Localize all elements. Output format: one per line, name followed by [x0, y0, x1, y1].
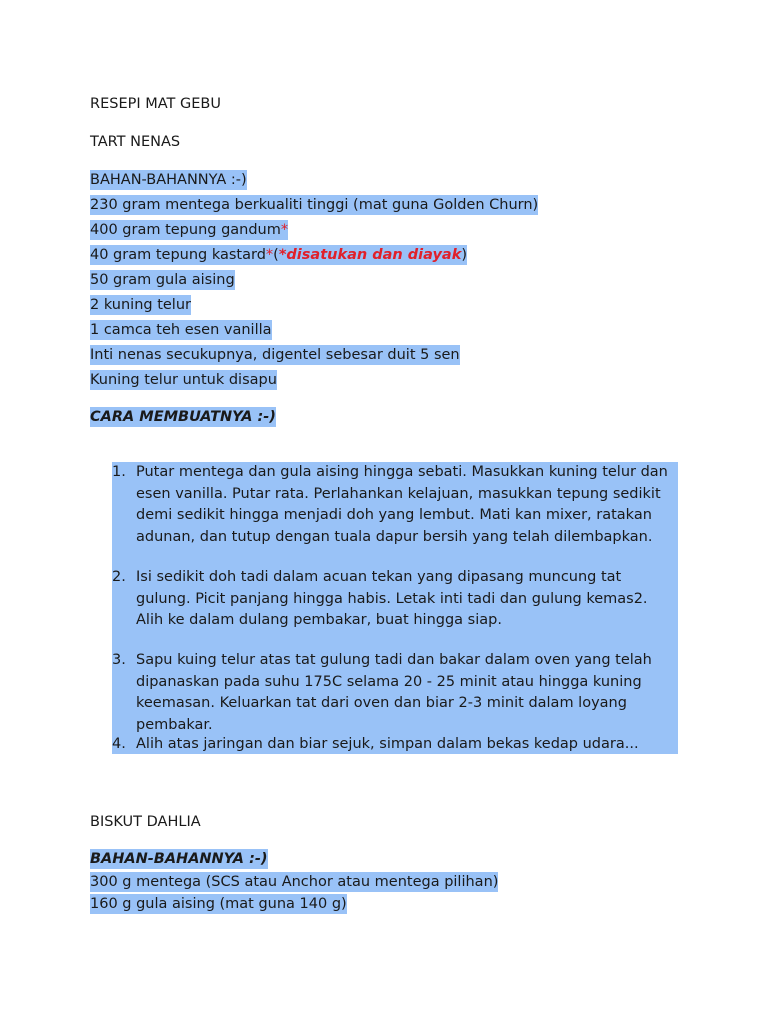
recipe-title-tart-nenas: TART NENAS [90, 134, 181, 150]
step-text: Sapu kuing telur atas tat gulung tadi dan bakar dalam oven yang telah dipanaskan pada suhu 175C selama 20 - 25 minit atau hingga kuning keemasan. Keluarkan tat dari oven dan biar 2-3 minit dalam loyang pembakar. [136, 652, 652, 733]
document-title: RESEPI MAT GEBU [90, 96, 221, 112]
paren-open: ( [273, 247, 279, 263]
asterisk-mark: * [280, 222, 289, 238]
step-number: 4. [112, 736, 126, 752]
ingredients-heading: BAHAN-BAHANNYA :-) [90, 172, 247, 188]
ingredient-line: 50 gram gula aising [90, 272, 235, 288]
step-text: Putar mentega dan gula aising hingga sebati. Masukkan kuning telur dan esen vanilla. Putar rata. Perlahankan kelajuan, masukkan tepung sedikit demi sedikit hingga menjadi doh yang lembut. Mati kan mixer, ratakan adunan, dan tutup dengan tuala dapur bersih yang telah dilembapkan. [136, 464, 668, 545]
ingredient-line: 160 g gula aising (mat guna 140 g) [90, 896, 347, 912]
ingredient-line: 1 camca teh esen vanilla [90, 322, 272, 338]
asterisk-mark: * [265, 247, 274, 263]
ingredient-line: 230 gram mentega berkualiti tinggi (mat guna Golden Churn) [90, 197, 539, 213]
method-heading: CARA MEMBUATNYA :-) [90, 409, 276, 425]
recipe-title-biskut-dahlia: BISKUT DAHLIA [90, 814, 201, 830]
step-number: 2. [112, 569, 126, 585]
ingredient-note: *disatukan dan diayak [278, 247, 462, 263]
ingredient-line: 2 kuning telur [90, 297, 191, 313]
step-number: 3. [112, 652, 126, 668]
ingredient-line: 300 g mentega (SCS atau Anchor atau mentega pilihan) [90, 874, 499, 890]
step-text: Isi sedikit doh tadi dalam acuan tekan yang dipasang muncung tat gulung. Picit panjang hingga habis. Letak inti tadi dan gulung kemas2. Alih ke dalam dulang pembakar, buat hingga siap. [136, 569, 648, 628]
method-steps-list [112, 462, 678, 754]
ingredient-text: 400 gram tepung gandum [90, 222, 281, 238]
paren-close: ) [461, 247, 468, 263]
ingredient-line: Inti nenas secukupnya, digentel sebesar duit 5 sen [90, 347, 460, 363]
ingredient-line: Kuning telur untuk disapu [90, 372, 277, 388]
ingredient-text: 40 gram tepung kastard [90, 247, 266, 263]
ingredient-line [90, 245, 467, 265]
ingredients-heading: BAHAN-BAHANNYA :-) [90, 851, 268, 867]
step-text: Alih atas jaringan dan biar sejuk, simpan dalam bekas kedap udara... [136, 736, 639, 752]
ingredient-line [90, 220, 288, 240]
step-number: 1. [112, 464, 126, 480]
